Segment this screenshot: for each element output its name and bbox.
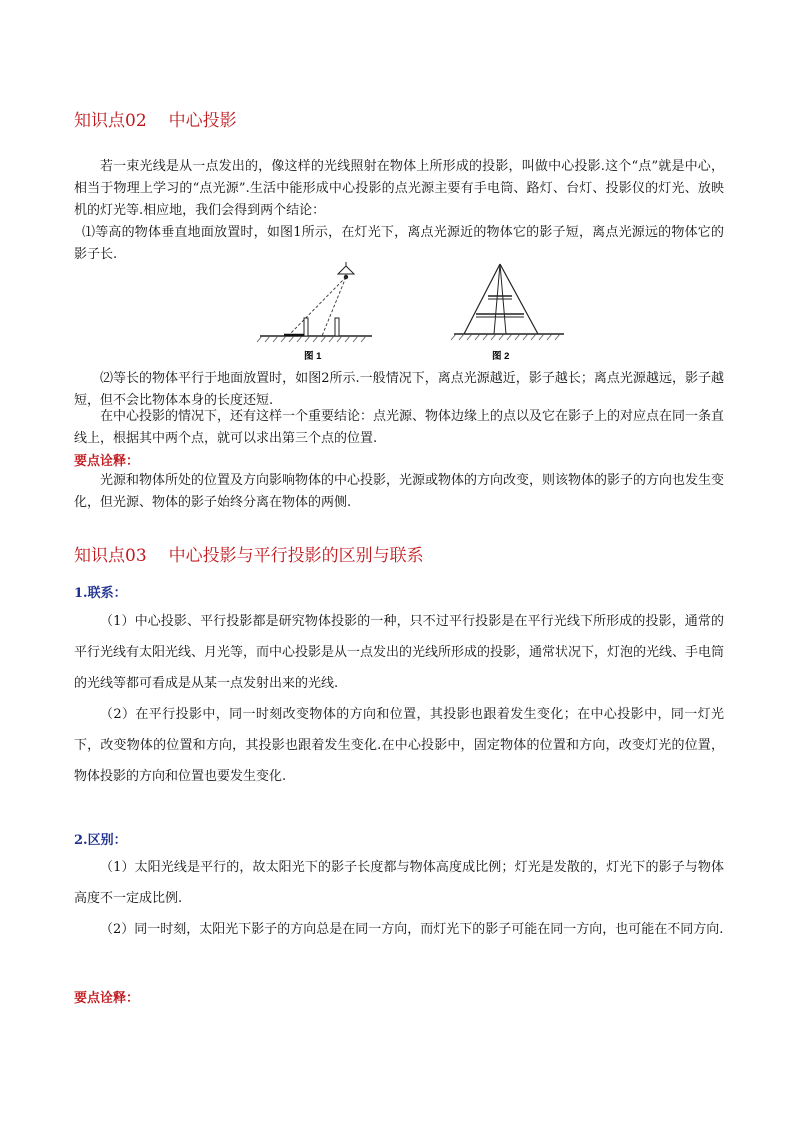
section-02-para-1: 若一束光线是从一点发出的，像这样的光线照射在物体上所形成的投影，叫做中心投影.这个“点”就是中心，相当于物理上学习的“点光源”.生活中能形成中心投影的点光源主要有手电筒、路灯、台灯、投影仪的灯光、放映机的灯光等.相应地，我们会得到两个结论： (74, 159, 724, 219)
section-03-title: 中心投影与平行投影的区别与联系 (168, 546, 424, 566)
section-02-number: 知识点02 (74, 111, 147, 131)
section-02-title: 中心投影 (168, 111, 237, 131)
section-02-key-text: 光源和物体所处的位置及方向影响物体的中心投影，光源或物体的方向改变，则该物体的影子的方向也发生变化，但光源、物体的影子始终分离在物体的两侧. (74, 473, 725, 511)
figure-1-label: 图 1 (304, 351, 322, 362)
figure-1 (257, 262, 372, 362)
section-02-para-4: 在中心投影的情况下，还有这样一个重要结论：点光源、物体边缘上的点以及它在影子上的对应点在同一条直线上，根据其中两个点，就可以求出第三个点的位置. (74, 409, 725, 447)
figure-2 (451, 264, 564, 362)
section-03-number: 知识点03 (74, 546, 147, 566)
figure-2-label: 图 2 (492, 351, 510, 362)
section-03-link-label: 1.联系： (74, 586, 127, 601)
figures (254, 262, 564, 368)
section-02-para-3: ⑵等长的物体平行于地面放置时，如图2所示.一般情况下，离点光源越近，影子越长；离点光源越远，影子越短，但不会比物体本身的长度还短. (74, 371, 724, 409)
section-03-key-label: 要点诠释： (74, 991, 140, 1006)
section-03-diff-label: 2.区别： (74, 833, 127, 848)
section-03-diff-para-2: （2）同一时刻，太阳光下影子的方向总是在同一方向，而灯光下的影子可能在同一方向，也可能在不同方向. (100, 922, 724, 937)
section-03-link-para-2: （2）在平行投影中，同一时刻改变物体的方向和位置，其投影也跟着发生变化；在中心投影中，同一灯光下，改变物体的位置和方向，其投影也跟着发生变化.在中心投影中，固定物体的位置和方向，改变灯光的位置，物体投影的方向和位置也要发生变化. (74, 707, 724, 784)
section-03-heading (74, 541, 424, 566)
section-02-para-2: ⑴等高的物体垂直地面放置时，如图1所示，在灯光下，离点光源近的物体它的影子短，离点光源远的物体它的影子长. (74, 225, 724, 263)
section-03-link-para-1: （1）中心投影、平行投影都是研究物体投影的一种，只不过平行投影是在平行光线下所形成的投影，通常的平行光线有太阳光线、月光等，而中心投影是从一点发出的光线所形成的投影，通常状况下，灯泡的光线、手电筒的光线等都可看成是从某一点发射出来的光线. (74, 614, 725, 691)
section-03-diff-para-1: （1）太阳光线是平行的，故太阳光下的影子长度都与物体高度成比例；灯光是发散的，灯光下的影子与物体高度不一定成比例. (74, 860, 724, 906)
section-02-key-label: 要点诠释： (74, 454, 140, 469)
section-02-heading (74, 106, 237, 131)
